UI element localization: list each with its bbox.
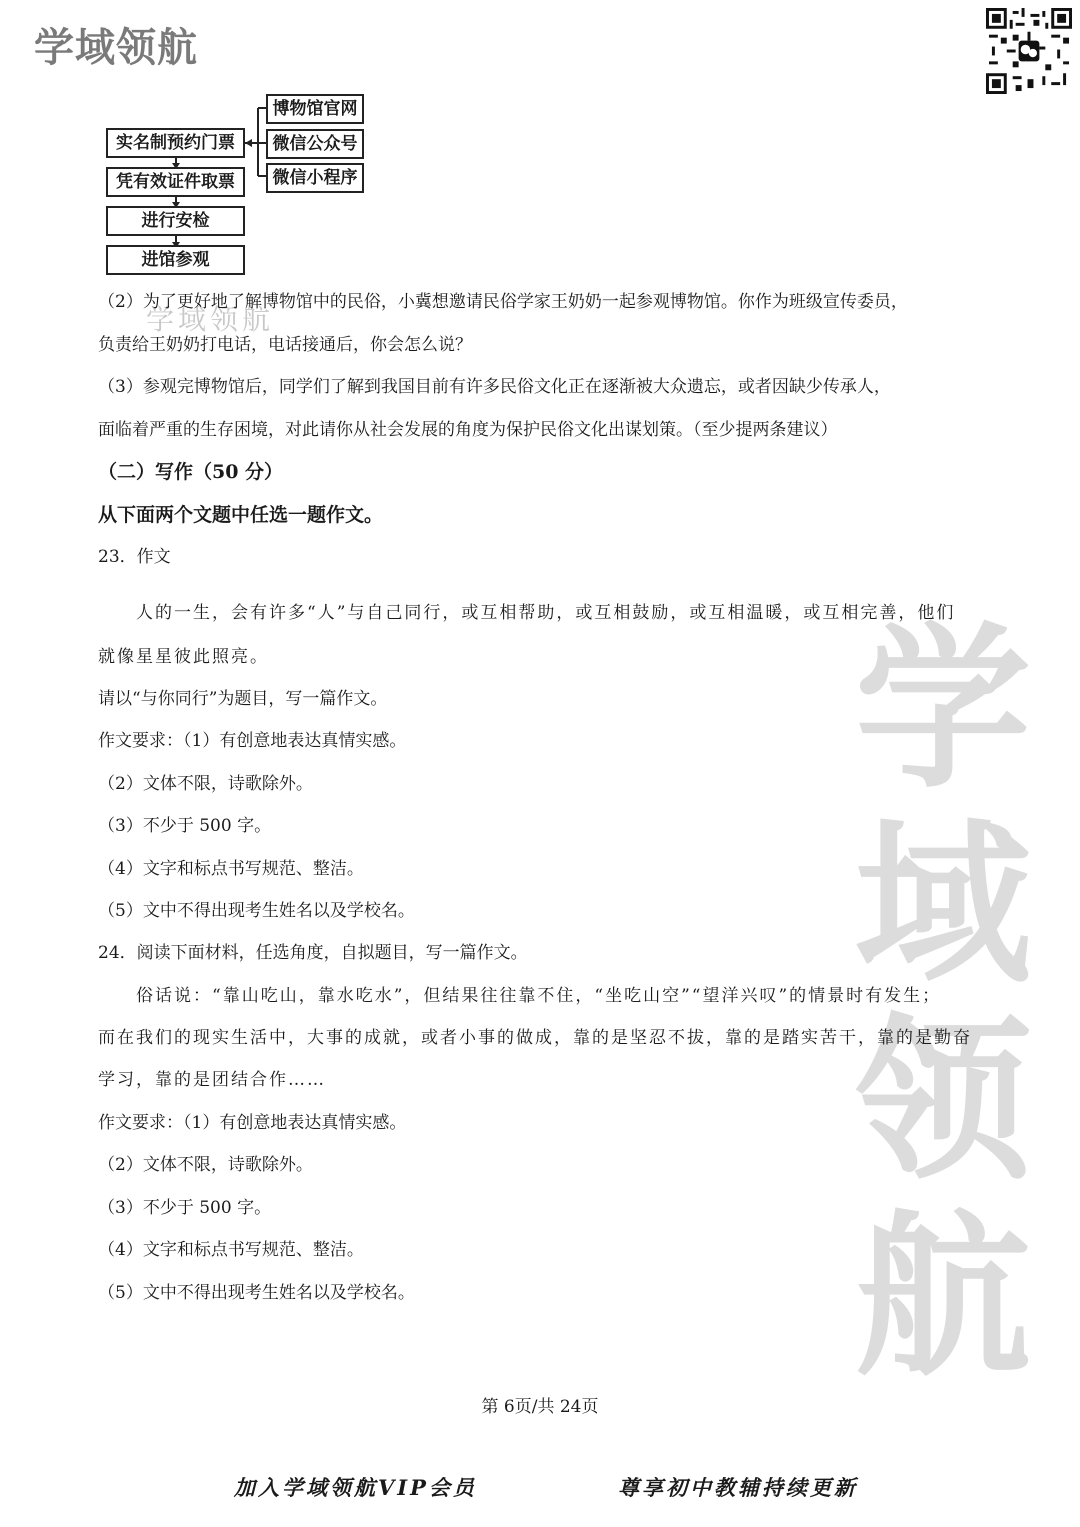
question-24-requirement: （5）文中不得出现考生姓名以及学校名。 bbox=[98, 1283, 415, 1303]
writing-instruction: 从下面两个文题中任选一题作文。 bbox=[98, 504, 384, 526]
question-23-title: 23．作文 bbox=[98, 547, 171, 567]
qr-code-icon bbox=[986, 8, 1072, 94]
watermark-inline: 学域领航 bbox=[146, 303, 275, 336]
question-24-requirement: （3）不少于 500 字。 bbox=[98, 1198, 272, 1218]
question-23-requirement: （3）不少于 500 字。 bbox=[98, 816, 272, 836]
question-23-requirement: 作文要求：（1）有创意地表达真情实感。 bbox=[98, 731, 407, 751]
question-24-requirement: （2）文体不限，诗歌除外。 bbox=[98, 1155, 313, 1175]
flow-step-ticket: 凭有效证件取票 bbox=[106, 167, 245, 197]
flow-step-reserve: 实名制预约门票 bbox=[106, 128, 245, 158]
question-24-material-line-2: 而在我们的现实生活中，大事的成就，或者小事的做成，靠的是坚忍不拔，靠的是踏实苦干，靠的是勤奋 bbox=[98, 1028, 972, 1048]
flow-source-wechat-account: 微信公众号 bbox=[266, 129, 364, 159]
question-24-requirement: （4）文字和标点书写规范、整洁。 bbox=[98, 1240, 364, 1260]
question-23-prompt: 请以“与你同行”为题目，写一篇作文。 bbox=[98, 689, 388, 709]
question-23-material-line-2: 就像星星彼此照亮。 bbox=[98, 647, 269, 667]
question-24-title: 24．阅读下面材料，任选角度，自拟题目，写一篇作文。 bbox=[98, 943, 528, 963]
question-24-material-line-1: 俗话说：“靠山吃山，靠水吃水”，但结果往往靠不住，“坐吃山空”“望洋兴叹”的情景时有发生； bbox=[136, 986, 942, 1006]
footer-update-promo: 尊享初中教辅持续更新 bbox=[618, 1475, 858, 1500]
watermark-char: 学 bbox=[854, 607, 1031, 812]
question-24-material-line-3: 学习，靠的是团结合作…… bbox=[98, 1070, 326, 1090]
footer-vip-promo: 加入学域领航VIP会员 bbox=[234, 1475, 477, 1500]
question-24-requirement: 作文要求：（1）有创意地表达真情实感。 bbox=[98, 1113, 407, 1133]
question-2-line-2: 负责给王奶奶打电话，电话接通后，你会怎么说？ bbox=[98, 335, 472, 355]
question-3-line-2: 面临着严重的生存困境，对此请你从社会发展的角度为保护民俗文化出谋划策。（至少提两条建议） bbox=[98, 420, 838, 440]
flow-step-security: 进行安检 bbox=[106, 206, 245, 236]
watermark-char: 领 bbox=[854, 999, 1031, 1204]
watermark-char: 域 bbox=[854, 803, 1031, 1008]
brand-logo: 学域领航 bbox=[34, 25, 198, 71]
watermark-char: 航 bbox=[854, 1195, 1031, 1400]
flow-step-enter: 进馆参观 bbox=[106, 245, 245, 275]
writing-section-title: （二）写作（50 分） bbox=[98, 461, 284, 483]
question-23-material-line-1: 人的一生，会有许多“人”与自己同行，或互相帮助，或互相鼓励，或互相温暖，或互相完善，他们 bbox=[136, 603, 956, 623]
question-23-requirement: （2）文体不限，诗歌除外。 bbox=[98, 774, 313, 794]
question-23-requirement: （4）文字和标点书写规范、整洁。 bbox=[98, 859, 364, 879]
question-2-line-1: （2）为了更好地了解博物馆中的民俗，小冀想邀请民俗学家王奶奶一起参观博物馆。你作为班级宣传委员， bbox=[98, 292, 908, 312]
question-3-line-1: （3）参观完博物馆后，同学们了解到我国目前有许多民俗文化正在逐渐被大众遗忘，或者因缺少传承人， bbox=[98, 377, 891, 397]
question-23-requirement: （5）文中不得出现考生姓名以及学校名。 bbox=[98, 901, 415, 921]
flow-source-museum-site: 博物馆官网 bbox=[266, 94, 364, 124]
flow-source-mini-program: 微信小程序 bbox=[266, 163, 364, 193]
page-number: 第 6页/共 24页 bbox=[481, 1397, 599, 1417]
